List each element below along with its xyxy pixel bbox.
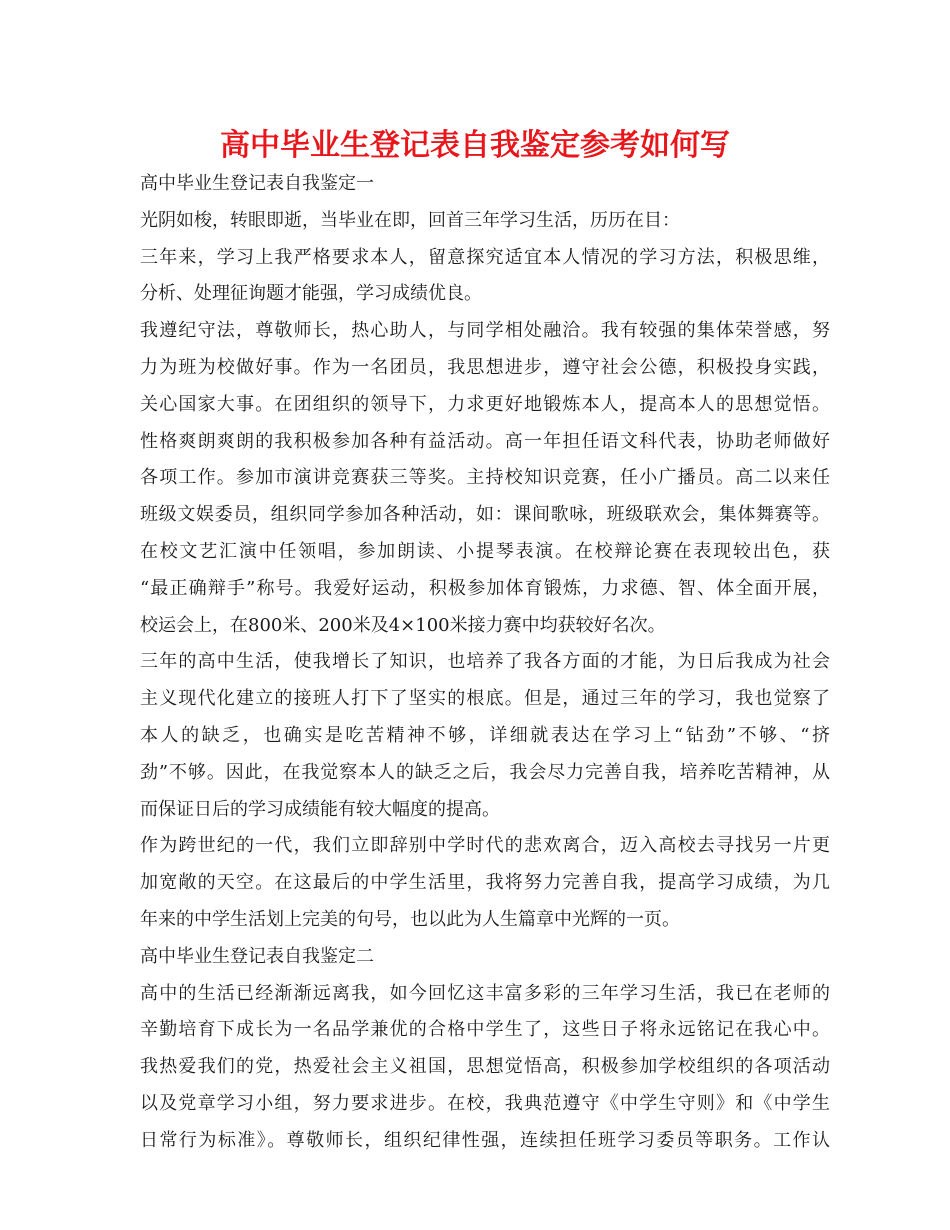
paragraph-line: 劲”不够。因此，在我觉察本人的缺乏之后，我会尽力完善自我，培养吃苦精神，从 xyxy=(140,761,830,783)
paragraph-line: 校运会上，在800米、200米及4×100米接力赛中均获较好名次。 xyxy=(140,614,666,636)
paragraph-line: 高中毕业生登记表自我鉴定二 xyxy=(140,945,374,967)
paragraph-line: 以及党章学习小组，努力要求进步。在校，我典范遵守《中学生守则》和《中学生 xyxy=(140,1092,830,1114)
document-title: 高中毕业生登记表自我鉴定参考如何写 xyxy=(220,128,730,163)
paragraph-line: 本人的缺乏，也确实是吃苦精神不够，详细就表达在学习上“钻劲”不够、“挤 xyxy=(140,724,830,746)
paragraph-line: 高中毕业生登记表自我鉴定一 xyxy=(140,173,374,194)
paragraph-line: 三年来，学习上我严格要求本人，留意探究适宜本人情况的学习方法，积极思维， xyxy=(140,246,830,268)
paragraph-line: 作为跨世纪的一代，我们立即辞别中学时代的悲欢离合，迈入高校去寻找另一片更 xyxy=(140,835,830,857)
paragraph-line: 班级文娱委员，组织同学参加各种活动，如：课间歌咏，班级联欢会，集体舞赛等。 xyxy=(140,504,830,526)
paragraph-line: 关心国家大事。在团组织的领导下，力求更好地锻炼本人，提高本人的思想觉悟。 xyxy=(140,393,830,415)
paragraph-line: 加宽敞的天空。在这最后的中学生活里，我将努力完善自我，提高学习成绩，为几 xyxy=(140,872,830,894)
paragraph-line: 各项工作。参加市演讲竞赛获三等奖。主持校知识竞赛，任小广播员。高二以来任 xyxy=(140,467,830,489)
paragraph-line: 高中的生活已经渐渐远离我，如今回忆这丰富多彩的三年学习生活，我已在老师的 xyxy=(140,982,830,1004)
paragraph-line: “最正确辩手”称号。我爱好运动，积极参加体育锻炼，力求德、智、体全面开展， xyxy=(140,577,830,599)
paragraph-line: 我遵纪守法，尊敬师长，热心助人，与同学相处融洽。我有较强的集体荣誉感，努 xyxy=(140,320,830,342)
document-body xyxy=(140,166,830,1160)
paragraph-line: 光阴如梭，转眼即逝，当毕业在即，回首三年学习生活，历历在目： xyxy=(140,209,680,231)
paragraph-line: 年来的中学生活划上完美的句号，也以此为人生篇章中光辉的一页。 xyxy=(140,908,680,930)
paragraph-line: 辛勤培育下成长为一名品学兼优的合格中学生了，这些日子将永远铭记在我心中。 xyxy=(140,1019,830,1041)
paragraph-line: 我热爱我们的党，热爱社会主义祖国，思想觉悟高，积极参加学校组织的各项活动 xyxy=(140,1056,830,1078)
paragraph-line: 分析、处理征询题才能强，学习成绩优良。 xyxy=(140,283,482,305)
paragraph-line: 而保证日后的学习成绩能有较大幅度的提高。 xyxy=(140,798,500,820)
paragraph-line: 力为班为校做好事。作为一名团员，我思想进步，遵守社会公德，积极投身实践， xyxy=(140,356,830,378)
paragraph-line: 性格爽朗爽朗的我积极参加各种有益活动。高一年担任语文科代表，协助老师做好 xyxy=(140,430,830,452)
paragraph-line: 主义现代化建立的接班人打下了坚实的根底。但是，通过三年的学习，我也觉察了 xyxy=(140,688,830,710)
paragraph-line: 在校文艺汇演中任领唱，参加朗读、小提琴表演。在校辩论赛在表现较出色，获 xyxy=(140,540,830,562)
paragraph-line: 日常行为标准》。尊敬师长，组织纪律性强，连续担任班学习委员等职务。工作认 xyxy=(140,1129,830,1151)
paragraph-line: 三年的高中生活，使我增长了知识，也培养了我各方面的才能，为日后我成为社会 xyxy=(140,651,830,673)
